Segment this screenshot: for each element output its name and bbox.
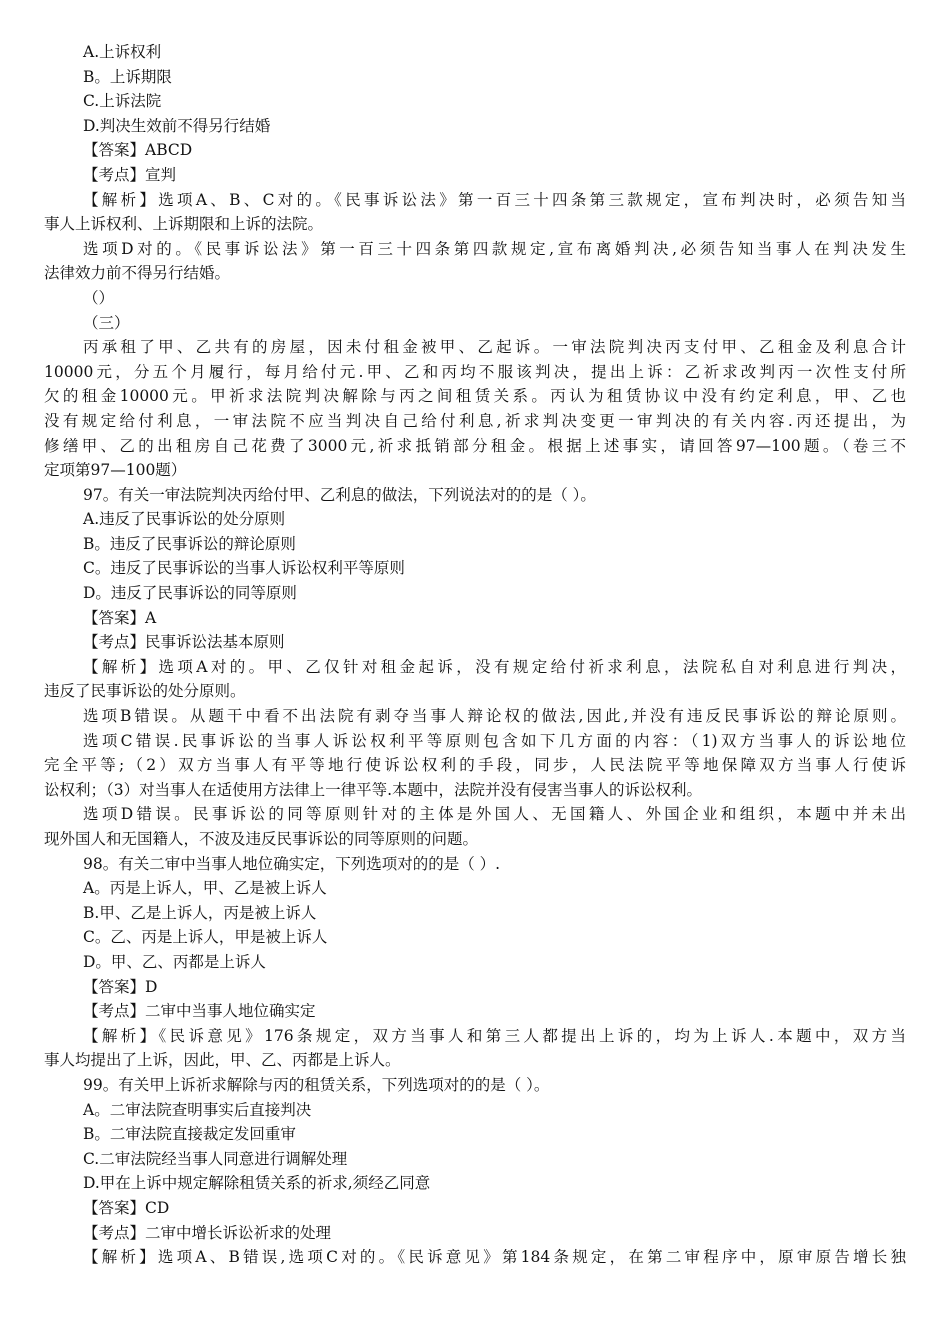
- text-line: 修缮甲、乙的出租房自己花费了3000元,祈求抵销部分租金。根据上述事实，请回答97—100题。（卷三不: [44, 436, 906, 455]
- text-line: B.甲、乙是上诉人，丙是被上诉人: [83, 903, 317, 922]
- text-line: 法律效力前不得另行结婚。: [44, 264, 231, 283]
- text-line: 讼权利；（3）对当事人在适使用方法律上一律平等.本题中，法院并没有侵害当事人的诉讼权利。: [44, 780, 703, 799]
- text-line: C。乙、丙是上诉人，甲是被上诉人: [83, 928, 328, 947]
- text-line: 选项B错误。从题干中看不出法院有剥夺当事人辩论权的做法,因此,并没有违反民事诉讼的辩论原则。: [83, 707, 906, 726]
- text-line: D.判决生效前不得另行结婚: [83, 116, 271, 135]
- text-line: C.二审法院经当事人同意进行调解处理: [83, 1149, 348, 1168]
- text-line: 【解析】选项A对的。甲、乙仅针对租金起诉，没有规定给付祈求利息，法院私自对利息进行判决，: [83, 657, 906, 676]
- text-line: D.甲在上诉中规定解除租赁关系的祈求,须经乙同意: [83, 1174, 431, 1193]
- text-line: 【考点】民事诉讼法基本原则: [83, 633, 285, 652]
- text-line: A.违反了民事诉讼的处分原则: [83, 510, 286, 529]
- text-line: 定项第97—100题）: [44, 461, 187, 480]
- text-line: 【解析】选项A、B错误,选项C对的。《民诉意见》第184条规定，在第二审程序中，原审原告增长独: [83, 1248, 906, 1267]
- text-line: 现外国人和无国籍人，不波及违反民事诉讼的同等原则的问题。: [44, 830, 479, 848]
- text-line: 98。有关二审中当事人地位确实定，下列选项对的的是（ ）.: [83, 854, 501, 873]
- text-line: 【解析】选项A、B、C对的。《民事诉讼法》第一百三十四条第三款规定，宣布判决时，必须告知当: [83, 190, 906, 209]
- text-line: 违反了民事诉讼的处分原则。: [44, 682, 246, 701]
- text-line: 97。有关一审法院判决丙给付甲、乙利息的做法，下列说法对的的是（ ）。: [83, 485, 596, 504]
- text-line: 丙承租了甲、乙共有的房屋，因未付租金被甲、乙起诉。一审法院判决丙支付甲、乙租金及利息合计: [83, 338, 906, 357]
- text-line: 选项D错误。民事诉讼的同等原则针对的主体是外国人、无国籍人、外国企业和组织，本题中并未出: [83, 805, 906, 824]
- text-line: 【答案】A: [83, 608, 157, 627]
- text-line: 10000元，分五个月履行，每月给付元.甲、乙和丙均不服该判决，提出上诉：乙祈求改判丙一次性支付所: [44, 362, 906, 381]
- text-line: D。甲、乙、丙都是上诉人: [83, 952, 266, 971]
- text-line: 【解析】《民诉意见》176条规定，双方当事人和第三人都提出上诉的，均为上诉人.本题中，双方当: [83, 1026, 906, 1045]
- text-line: （三）: [83, 313, 130, 332]
- text-line: B。违反了民事诉讼的辩论原则: [83, 534, 296, 553]
- text-line: 【答案】ABCD: [83, 141, 193, 160]
- text-line: D。违反了民事诉讼的同等原则: [83, 584, 297, 603]
- text-line: 没有规定给付利息，一审法院不应当判决自己给付利息,祈求判决变更一审判决的有关内容.丙还提出，为: [44, 411, 906, 430]
- text-line: 99。有关甲上诉祈求解除与丙的租赁关系，下列选项对的的是（ ）。: [83, 1075, 550, 1094]
- text-line: 【答案】D: [83, 977, 158, 996]
- text-line: 【答案】CD: [83, 1198, 170, 1217]
- text-line: 完全平等;（2）双方当事人有平等地行使诉讼权利的手段，同步，人民法院平等地保障双方当事人行使诉: [44, 756, 906, 775]
- text-line: C.上诉法院: [83, 92, 162, 111]
- text-line: 事人上诉权利、上诉期限和上诉的法院。: [44, 215, 324, 234]
- text-line: （）: [83, 288, 115, 307]
- text-line: A。丙是上诉人，甲、乙是被上诉人: [83, 879, 327, 898]
- text-line: 事人均提出了上诉，因此，甲、乙、丙都是上诉人。: [44, 1051, 401, 1070]
- text-line: 欠的租金10000元。甲祈求法院判决解除与丙之间租赁关系。丙认为租赁协议中没有约定利息，甲、乙也: [44, 387, 906, 406]
- text-line: A。二审法院查明事实后直接判决: [83, 1100, 312, 1119]
- text-line: 【考点】宣判: [83, 165, 177, 184]
- text-line: B。二审法院直接裁定发回重审: [83, 1125, 296, 1144]
- text-line: C。违反了民事诉讼的当事人诉讼权利平等原则: [83, 559, 405, 578]
- text-line: 选项D对的。《民事诉讼法》第一百三十四条第四款规定,宣布离婚判决,必须告知当事人在判决发生: [83, 239, 906, 258]
- document-page: [44, 40, 906, 1270]
- text-line: 【考点】二审中增长诉讼祈求的处理: [83, 1223, 332, 1242]
- text-line: B。上诉期限: [83, 67, 172, 86]
- text-line: 选项C错误.民事诉讼的当事人诉讼权利平等原则包含如下几方面的内容：（1)双方当事人的诉讼地位: [83, 731, 906, 750]
- text-line: 【考点】二审中当事人地位确实定: [83, 1002, 316, 1021]
- text-line: A.上诉权利: [83, 43, 162, 61]
